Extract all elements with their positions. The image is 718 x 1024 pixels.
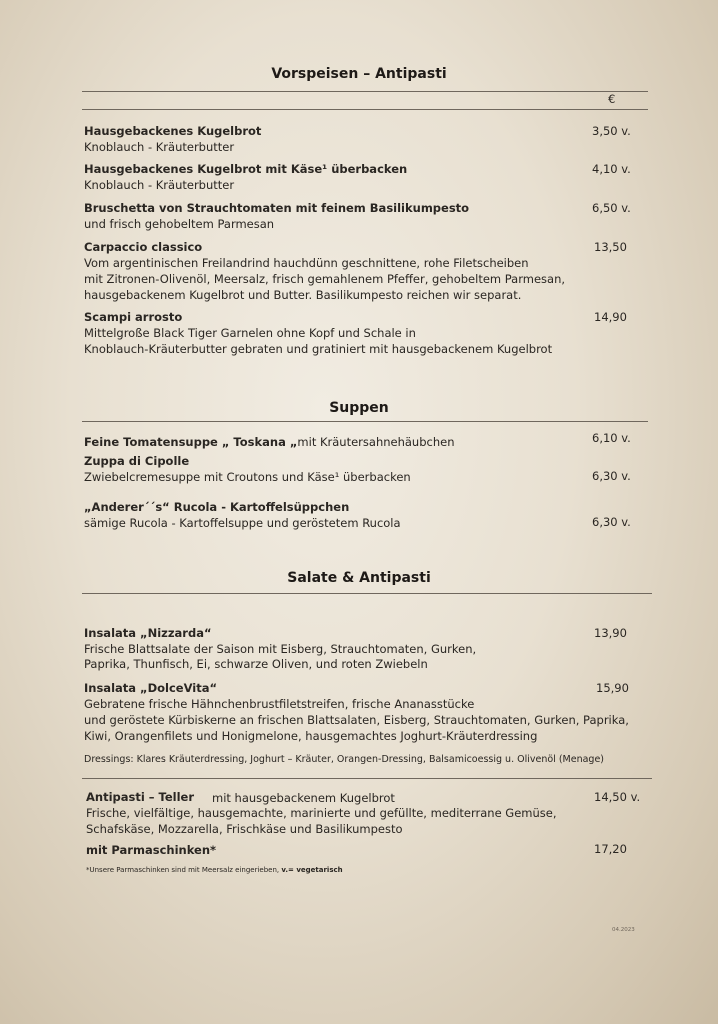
menu-item-price: 6,30 v. [592,469,631,483]
menu-item-price: 14,90 [594,310,627,324]
menu-item-price: 4,10 v. [592,162,631,176]
menu-item-description: und frisch gehobeltem Parmesan [84,217,275,231]
menu-item-description: Gebratene frische Hähnchenbrustfiletstreifen, frische Ananasstücke [84,697,475,711]
menu-item-row [84,431,455,450]
date-code: 04.2023 [612,927,635,933]
menu-item-description: Knoblauch - Kräuterbutter [84,178,235,192]
divider [82,91,648,92]
menu-item-name: Bruschetta von Strauchtomaten mit feinem Basilikumpesto [84,201,470,215]
menu-item-description: Kiwi, Orangenfilets und Honigmelone, hausgemachtes Joghurt-Kräuterdressing [84,729,538,743]
menu-item-description: Frische, vielfältige, hausgemachte, marinierte und gefüllte, mediterrane Gemüse, [86,806,557,820]
menu-item-description: Mittelgroße Black Tiger Garnelen ohne Kopf und Schale in [84,326,416,340]
menu-item-description: sämige Rucola - Kartoffelsuppe und geröstetem Rucola [84,516,401,530]
section-title-vorspeisen: Vorspeisen – Antipasti [271,66,447,82]
menu-item-price: 6,30 v. [592,515,631,529]
menu-item-name: Scampi arrosto [84,310,183,324]
menu-item-description: Knoblauch - Kräuterbutter [84,140,235,154]
menu-item-description: Paprika, Thunfisch, Ei, schwarze Oliven, und roten Zwiebeln [84,657,428,671]
menu-item-price: 13,50 [594,240,627,254]
divider [82,109,648,110]
menu-item-name: Hausgebackenes Kugelbrot [84,124,262,138]
menu-item-name: mit Parmaschinken* [86,843,217,857]
menu-item-description: Knoblauch-Kräuterbutter gebraten und gratiniert mit hausgebackenem Kugelbrot [84,342,553,356]
menu-item-price: 14,50 v. [594,790,641,804]
menu-item-price: 13,90 [594,626,627,640]
menu-item-description: mit Kräutersahnehäubchen [297,435,455,449]
menu-item-name: Insalata „Nizzarda“ [84,626,212,640]
menu-item-description: mit Zitronen-Olivenöl, Meersalz, frisch gemahlenem Pfeffer, gehobeltem Parmesan, [84,272,566,286]
currency-symbol: € [608,92,616,106]
menu-item-price: 15,90 [596,681,629,695]
divider [82,778,652,779]
menu-item-name: Feine Tomatensuppe „ Toskana „ [84,435,298,449]
menu-item-description: Vom argentinischen Freilandrind hauchdünn geschnittene, rohe Filetscheiben [84,256,529,270]
menu-item-description: Frische Blattsalate der Saison mit Eisberg, Strauchtomaten, Gurken, [84,642,477,656]
divider [82,593,652,594]
menu-item-price: 6,10 v. [592,431,631,445]
menu-item-price: 6,50 v. [592,201,631,215]
footnote-text: *Unsere Parmaschinken sind mit Meersalz eingerieben, [86,866,280,874]
menu-item-name: „Anderer´´s“ Rucola - Kartoffelsüppchen [84,500,350,514]
menu-item-description: hausgebackenem Kugelbrot und Butter. Basilikumpesto reichen wir separat. [84,288,522,302]
menu-item-price: 3,50 v. [592,124,631,138]
footnote-vegetarian-note: v.= vegetarisch [281,866,343,874]
section-title-salate: Salate & Antipasti [287,570,431,586]
footnote [86,866,343,874]
section-title-suppen: Suppen [329,400,389,416]
menu-item-price: 17,20 [594,842,627,856]
menu-item-name: Antipasti – Teller [86,790,195,804]
menu-item-description: Zwiebelcremesuppe mit Croutons und Käse¹ überbacken [84,470,411,484]
menu-item-name: Hausgebackenes Kugelbrot mit Käse¹ überbacken [84,162,408,176]
menu-item-description: und geröstete Kürbiskerne an frischen Blattsalaten, Eisberg, Strauchtomaten, Gurken, Paprika, [84,713,629,727]
menu-item-description: Schafskäse, Mozzarella, Frischkäse und Basilikumpesto [86,822,403,836]
menu-item-name: Carpaccio classico [84,240,203,254]
menu-item-description: mit hausgebackenem Kugelbrot [212,791,395,805]
dressings-note: Dressings: Klares Kräuterdressing, Joghurt – Kräuter, Orangen-Dressing, Balsamicoessig u. Olivenöl (Menage) [84,754,604,765]
menu-item-name: Insalata „DolceVita“ [84,681,218,695]
divider [82,421,648,422]
menu-item-name: Zuppa di Cipolle [84,454,190,468]
